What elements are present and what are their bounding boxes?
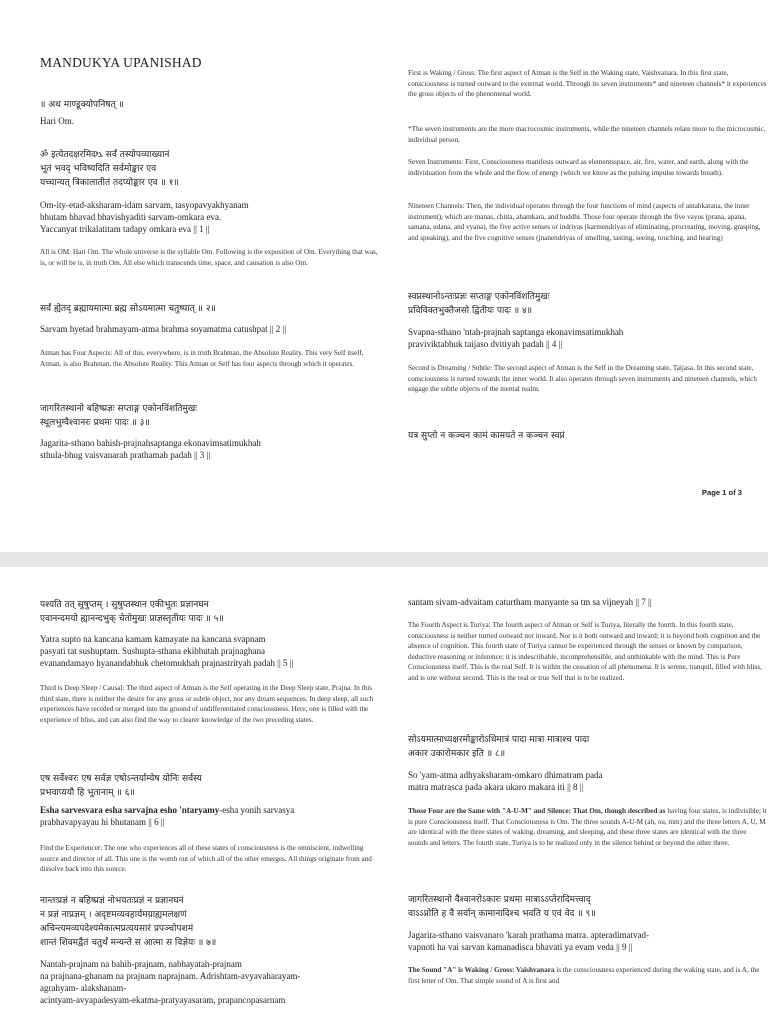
verse-8-commentary: [408, 806, 768, 848]
verse-3-sanskrit: जागरितस्थानो बहिष्प्रज्ञः सप्ताङ्ग एकोनविंशतिमुखः स्थूलभुग्वैश्वानरः प्रथमः पादः ॥ ३॥: [40, 404, 198, 428]
verse-8-commentary-bold: Those Four are the Same with "A-U-M" and Silence: That Om, though described as: [408, 807, 666, 815]
verse-1-sanskrit: ॐ इत्येतदक्षरमिदᳬ सर्वं तस्योपव्याख्यानं भूतं भवद् भविष्यदिति सर्वमोङ्कार एव यच्चान्यत् त्रिकालातीतं तदप्योङ्कार एव ॥ १॥: [40, 150, 179, 188]
verse-7-transliteration: Nantah-prajnam na bahih-prajnam, nabhayatah-prajnam na prajnana-ghanam na prajnam naprajnam. Adrishtam-avyavaharayam- agrahyam- alakshanam- acintyam-avyapadesyam-ekatma-pratyayasaram, prapancopasarnam: [40, 959, 301, 1005]
verse-6-sanskrit: एष सर्वेश्वरः एष सर्वज्ञ एषोऽन्तर्याम्येष योनिः सर्वस्य प्रभवाप्ययौ हि भूतानाम् ॥ ६॥: [40, 774, 202, 798]
verse-1-commentary: All is OM: Hari Om. The whole universe is the syllable Om. Following is the exposition of Om. Everything that was, is, or will be is, in truth Om. All else which transcends time, space, and causation is also Om.: [40, 248, 378, 267]
seven-instruments-note: Seven Instruments: First, Consciousness manifests outward as elementsspace, air, fire, water, and earth, along with the individuation from the whole and the flow of energy (which we know as the pulsing impulse towards breath).: [408, 158, 749, 177]
verse-9-sanskrit: जागरितस्थानो वैश्वानरोऽकारः प्रथमा मात्राऽऽप्तेरादिमत्त्वाद् वाऽऽप्नोति ह वै सर्वान् कामानादिश्च भवति य एवं वेद ॥ ९॥: [408, 895, 596, 919]
verse-2-sanskrit: सर्वं ह्येतद् ब्रह्मायमात्मा ब्रह्म सोऽयमात्मा चतुष्पात् ॥ २॥: [40, 304, 216, 314]
verse-5-sanskrit-start: यत्र सुप्तो न कञ्चन कामं कामयते न कञ्चन स्वप्नं: [408, 431, 565, 441]
verse-5-sanskrit: पश्यति तत् सुषुप्तम् । सुषुप्तस्थान एकीभूतः प्रज्ञानघन एवानन्दमयो ह्यानन्दभुक् चेतोमुखः प्राज्ञस्तृतीयः पादः ॥ ५॥: [40, 600, 224, 624]
verse-6-transliteration: [40, 804, 380, 828]
verse-9-transliteration: Jagarita-sthano vaisvanaro 'karah prathama matra. apteradimatvad- vapnoti ha vai sarvan kamanadisca bhavati ya evam veda || 9 ||: [408, 930, 650, 952]
document-page-2: [0, 567, 768, 1024]
verse-5-commentary: Third is Deep Sleep / Causal: The third aspect of Atman is the Self operating in the Deep Sleep state, Prajna. In this third state, there is neither the desire for any gross or subtle object, nor any dream sequences. In deep sleep, all such experiences have receded or merged into the ground of undifferentiated consciousness. Here, one is filled with the experience of bliss, and can also find the way to clearer knowledge of the two preceding states.: [40, 684, 374, 724]
verse-2-transliteration: Sarvam hyetad brahmayam-atma brahma soyamatma catushpat || 2 ||: [40, 324, 287, 334]
verse-1-transliteration: Om-ity-etad-aksharam-idam sarvam, tasyopavyakhyanam bhutam bhavad bhavishyaditi sarvam-omkara eva. Yaccanyat trikalatitam tadapy omkara eva || 1 ||: [40, 200, 249, 234]
verse-7-sanskrit: नान्तःप्रज्ञं न बहिष्प्रज्ञं नोभयतःप्रज्ञं न प्रज्ञानघनं न प्रज्ञं नाप्रज्ञम् । अदृष्टमव्यवहार्यमग्राह्यमलक्षणं अचिन्त्यमव्यपदेश्यमेकात्मप्रत्ययसारं प्रपञ्चोपशमं शान्तं शिवमद्वैतं चतुर्थं मन्यन्ते स आत्मा स विज्ञेयः ॥ ७॥: [40, 896, 217, 948]
verse-2-commentary: Atman has Four Aspects: All of this, everywhere, is in truth Brahman, the Absolute Reality. This very Self itself, Atman, is also Brahman, the Absolute Reality. This Atman or Self has four aspects through which it operates.: [40, 349, 364, 368]
verse-5-transliteration: Yatra supto na kancana kamam kamayate na kancana svapnam pasyati tat sushuptam. Sushupta-sthana ekibhutah prajnaghana evanandamayo hyanandabhuk chetomukhah prajnastrityah padah || 5 ||: [40, 634, 294, 668]
verse-7-transliteration-end: santam sivam-advaitam caturtham manyante sa tm sa vijneyah || 7 ||: [408, 597, 652, 607]
verse-4-transliteration: Svapna-sthano 'ntah-prajnah saptanga ekonavimsatimukhah praviviktabhuk taijaso dvitiyah padah || 4 ||: [408, 327, 624, 349]
invocation-transliteration: Hari Om.: [40, 116, 74, 126]
verse-4-commentary: Second is Dreaming / Subtle: The second aspect of Atman is the Self in the Dreaming state, Taijasa. In this second state, consciousness is turned towards the inner world. It also operates through seven instruments and nineteen channels, which engage the subtle objects of the mental realm.: [408, 364, 757, 394]
verse-3-commentary: First is Waking / Gross: The first aspect of Atman is the Self in the Waking state, Vaishvanara. In this first state, consciousness is turned outward to the external world. Through its seven instruments* and nineteen channels* it experiences the gross objects of the phenomenal world.: [408, 69, 767, 99]
invocation-sanskrit: ॥ अथ माण्डूक्योपनिषत् ॥: [40, 100, 124, 110]
verse-6-commentary: Find the Experiencer: The one who experiences all of these states of consciousness is the omniscient, indwelling source and director of all. This one is the womb out of which all of the other emerges. All things originate from and dissolve back into this source.: [40, 844, 372, 874]
page-number: Page 1 of 3: [701, 488, 742, 497]
verse-9-commentary: [408, 965, 768, 986]
verse-6-transliteration-bold: Esha sarvesvara esha sarvajna esho 'ntaryamy: [40, 805, 220, 815]
verse-7-commentary: The Fourth Aspect is Turiya: The fourth aspect of Atman or Self is Turiya, literally the fourth. In this fourth state, consciousness is neither turned outward nor inward. Nor is it both outward and inward; it is beyond both cognition and the absence of cognition. This fourth state of Turiya cannot be experienced through the senses or known by comparison, deductive reasoning or inference; it is indescribable, incomprehensible, and unthinkable with the mind. This is Pure Consciousness itself. This is the real Self. It is within the cessation of all phenomena. It is serene, tranquil, filled with bliss, and is one without second. This is the real or true Self that is to be realized.: [408, 621, 762, 682]
verse-3-transliteration: Jagarita-sthano bahish-prajnahsaptanga ekonavimsatimukhah sthula-bhug vaisvanarah prathamah padah || 3 ||: [40, 438, 261, 460]
verse-9-commentary-bold: The Sound "A" is Waking / Gross: Vaishvanara: [408, 966, 555, 974]
verse-8-sanskrit: सोऽयमात्माध्यक्षरमोङ्कारोऽधिमात्रं पादा मात्रा मात्राश्च पादा अकार उकारोमकार इति ॥ ८॥: [408, 735, 590, 759]
document-title: MANDUKYA UPANISHAD: [40, 55, 202, 70]
verse-8-commentary-rest: having four states, is indivisible; it is pure Consciousness itself. That Consciousness is Om. The three sounds A-U-M (ah, ou, mm) and the three letters A, U, M are identical with the three states of waking, dreaming, and sleeping, and these three states are identical with the three sounds and letters. The fourth state, Turiya is to be realized only in the silence behind or beyond the other three.: [408, 807, 767, 847]
instruments-footnote: *The seven instruments are the more macrocosmic instruments, while the nineteen channels relate more to the microcosmic, individual person.: [408, 125, 766, 144]
verse-4-sanskrit: स्वप्नस्थानोऽन्तःप्रज्ञः सप्ताङ्ग एकोनविंशतिमुखः प्रविविक्तभुक्तैजसो द्वितीयः पादः ॥ ४॥: [408, 292, 550, 316]
verse-9-commentary-rest: is the consciousness experienced during the waking state, and is A, the first letter of Om. That simple sound of A is first and: [408, 966, 760, 985]
nineteen-channels-note: Nineteen Channels: Then, the individual operates through the four functions of mind (aspects of antahkarana, the inner instrument), which are manas, chitta, ahamkara, and buddhi. Those four operate through the five vayus (prana, apana, samana, udana, and vyana), the five active senses or indriyas (karmendriyas of eliminating, procreating, moving, grasping, and speaking), and the five cognitive senses (jnanendriyas of smelling, tasting, seeing, touching, and hearing): [408, 202, 761, 242]
verse-6-transliteration-rest: -esha yonih sarvasya prabhavapyayau hi bhutanam || 6 ||: [40, 805, 295, 827]
verse-8-transliteration: So 'yam-atma adhyaksharam-omkaro dhimatram pada matra matrasca pada akara ukaro makara iti || 8 ||: [408, 770, 603, 792]
